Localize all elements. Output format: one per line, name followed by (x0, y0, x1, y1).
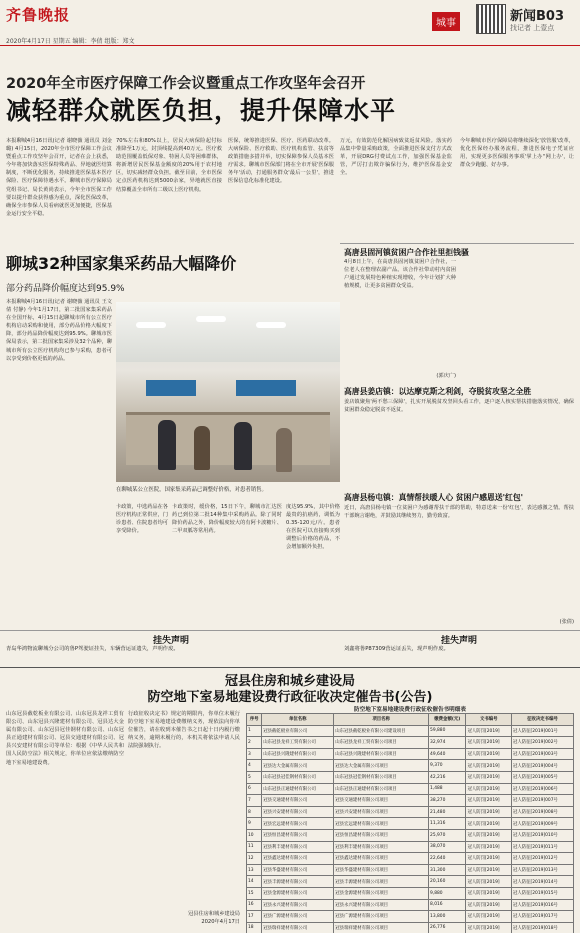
table-cell: 7 (247, 795, 262, 807)
lead-col-4: 万元，有效防范化解因病致贫返贫风险。落实药品集中带量采购政策，全面推进医保支付方式改革，开展DRG付费试点工作，加强医保基金监管，严厉打击欺诈骗保行为，维护医保基金安全。 (340, 138, 452, 177)
drugs-col-3: 卡政策时，缓价格，15日下午，聊城市汇达医药已到位第二批14种集中采购药品。除了同时降价药品之外，降价幅度较大的有阿卡波糖片、二甲双胍等常用药。 (172, 504, 282, 535)
table-cell: 冠人防罚[2019] (466, 806, 511, 818)
lead-col-3: 医保，统筹推进医保、医疗、医药联动改革。大病保险、医疗救助、医疗机构监管、扶贫等政策措施多措并举，切实保障参保人员基本医疗需求。聊城市医保部门将在全市开展'医保服务年'活动，打通服务群众'最后一公里'，推进医保信息化标准化建设。 (228, 138, 334, 185)
table-cell: 冠人防征[2019]010号 (511, 829, 573, 841)
table-cell: 冠人防罚[2019] (466, 887, 511, 899)
table-cell: 冠人防罚[2019] (466, 899, 511, 911)
announcement-sign: 冠县住房和城乡建设局 (188, 911, 240, 917)
table-cell: 山东冠县兴隆建材有限公司 (262, 748, 334, 760)
table-cell: 31,300 (429, 864, 466, 876)
table-row (247, 853, 574, 865)
table-cell: 冠县截乾板业有限公司 (262, 725, 334, 737)
levy-table (246, 713, 574, 933)
table-cell: 3 (247, 748, 262, 760)
table-row (247, 725, 574, 737)
table-cell: 1 (247, 725, 262, 737)
table-cell: 冠县鑫达建材有限公司 (262, 853, 334, 865)
table-cell: 冠县交通建材有限公司项目 (334, 795, 429, 807)
table-cell: 冠人防罚[2019] (466, 737, 511, 749)
table-cell: 冠人防征[2019]004号 (511, 760, 573, 772)
side-story-1-author: (郭庆广) (436, 373, 456, 379)
table-cell: 山东冠县兴隆建材有限公司项目 (334, 748, 429, 760)
announcement-title-1: 冠县住房和城乡建设局 (224, 674, 355, 689)
table-row (247, 876, 574, 888)
photo-counter (126, 412, 330, 465)
table-cell: 9,370 (429, 760, 466, 772)
table-title: 防空地下室易地建设费行政征收催告书明细表 (354, 707, 466, 713)
table-cell: 42,216 (429, 771, 466, 783)
photo-light (136, 322, 166, 328)
table-cell: 冠县华盛建材有限公司项目 (334, 864, 429, 876)
table-row (247, 829, 574, 841)
table-cell: 32,974 (429, 737, 466, 749)
photo-ceiling (116, 302, 340, 362)
lead-col-5: 今年聊城市医疗保障局将继续深化'放管服'改革，优化医保经办服务流程，推进医保电子凭证应用，实现更多医保服务事项'掌上办''网上办'，让群众少跑腿、好办事。 (460, 138, 574, 169)
table-cell: 38,070 (429, 841, 466, 853)
table-cell: 冠县利丰建材有限公司项目 (334, 841, 429, 853)
table-cell: 14 (247, 876, 262, 888)
table-row (247, 748, 574, 760)
pharmacy-photo (116, 302, 340, 482)
table-cell: 冠人防征[2019]001号 (511, 725, 573, 737)
table-row (247, 771, 574, 783)
table-cell: 6 (247, 783, 262, 795)
table-header-row (247, 714, 574, 726)
table-cell: 冠县华盛建材有限公司 (262, 864, 334, 876)
table-cell: 22,640 (429, 853, 466, 865)
table-cell: 山东冠县冠佳钢材有限公司项目 (334, 771, 429, 783)
table-cell: 山东冠县正通建材有限公司项目 (334, 783, 429, 795)
notice-rule (0, 630, 580, 631)
table-cell: 山东冠县截乾板业有限公司建设项目 (334, 725, 429, 737)
table-cell: 冠人防征[2019]016号 (511, 899, 573, 911)
table-cell: 冠人防征[2019]011号 (511, 841, 573, 853)
table-cell: 冠县金源建材有限公司 (262, 887, 334, 899)
table-cell: 17 (247, 911, 262, 923)
table-cell: 冠县鑫达建材有限公司项目 (334, 853, 429, 865)
table-cell: 冠县达大金属有限公司 (262, 760, 334, 772)
table-row (247, 806, 574, 818)
side-story-3-title: 高唐县杨屯镇：真情帮扶暖人心 贫困户感恩送'红包' (344, 493, 524, 502)
table-cell: 冠县永兴建材有限公司 (262, 899, 334, 911)
table-row (247, 818, 574, 830)
newspaper-logo: 齐鲁晚报 (6, 6, 71, 24)
table-cell: 5 (247, 771, 262, 783)
side-story-2-title: 高唐县姜店镇：以达摩克斯之利剑，夺脱贫攻坚之全胜 (344, 387, 532, 396)
table-row (247, 841, 574, 853)
table-row (247, 795, 574, 807)
photo-light (196, 316, 226, 322)
photo-light (256, 322, 286, 328)
table-row (247, 887, 574, 899)
table-cell: 11,316 (429, 818, 466, 830)
side-story-3-author: (张倩) (559, 619, 574, 625)
table-cell: 冠人防罚[2019] (466, 760, 511, 772)
table-cell: 10 (247, 829, 262, 841)
photo-person (194, 426, 210, 470)
table-cell: 4 (247, 760, 262, 772)
table-cell: 冠人防征[2019]014号 (511, 876, 573, 888)
table-cell: 冠人防征[2019]005号 (511, 771, 573, 783)
table-cell: 冠人防罚[2019] (466, 911, 511, 923)
table-cell: 冠县利丰建材有限公司 (262, 841, 334, 853)
table-cell: 冠县丰源建材有限公司项目 (334, 876, 429, 888)
table-cell: 山东冠县正通建材有限公司 (262, 783, 334, 795)
table-cell: 冠人防征[2019]006号 (511, 783, 573, 795)
table-cell: 8,016 (429, 899, 466, 911)
table-cell: 冠人防征[2019]017号 (511, 911, 573, 923)
side-story-1-title: 高唐县固河镇贫困户合作社里拒钱骚 (344, 248, 469, 257)
table-cell: 冠人防罚[2019] (466, 818, 511, 830)
table-cell: 冠人防征[2019]009号 (511, 818, 573, 830)
table-cell: 冠人防罚[2019] (466, 864, 511, 876)
table-row (247, 899, 574, 911)
announcement-date: 2020年4月17日 (201, 919, 240, 925)
table-cell: 冠人防征[2019]003号 (511, 748, 573, 760)
announcement-col-2: 行政征收决定书》规定的期限内，你单位未履行防空地下室易地建设费缴纳义务，现依法向你单位催告，请在收到本催告书之日起十日内履行缴纳义务，逾期未履行的，本机关将依法申请人民法院强制执行。 (128, 711, 240, 750)
table-header-cell: 单位名称 (262, 714, 334, 726)
table-cell: 冠县恒昌建材有限公司 (262, 829, 334, 841)
lead-kicker: 2020年全市医疗保障工作会议暨重点工作攻坚年会召开 (6, 76, 366, 92)
table-cell: 21,480 (429, 806, 466, 818)
side-story-3-text: 近日，高唐县杨屯镇一位贫困户为感谢帮扶干部的帮助，特意送来一份'红包'，表达感激之情。帮扶干部婉言谢绝，并鼓励其继续努力，勤劳致富。 (344, 505, 574, 520)
drugs-headline: 聊城32种国家集采药品大幅降价 (6, 254, 237, 273)
table-cell: 13,800 (429, 911, 466, 923)
photo-screen (236, 380, 296, 396)
section-tag: 城事 (432, 12, 460, 31)
announcement-title-2: 防空地下室易地建设费行政征收决定催告书(公告) (147, 690, 433, 705)
table-cell: 冠人防罚[2019] (466, 876, 511, 888)
table-cell: 59,880 (429, 725, 466, 737)
table-cell: 9,880 (429, 887, 466, 899)
table-cell: 冠人防罚[2019] (466, 725, 511, 737)
table-header-cell: 缴费金额(元) (429, 714, 466, 726)
table-cell: 49,640 (429, 748, 466, 760)
lead-col-2: 70%左右和80%以上，居民大病保险起付标准降至1万元，封顶线提高到40万元。医疗救助范围覆盖低保对象、特困人员等困难群体，将新增居民医保基金额度的20%用于农村地区，切实减轻群众负担。截至目前，全市医保定点医药机构达到5000余家，异地就医直接结算覆盖全市所有二级以上医疗机构。 (116, 138, 222, 193)
table-cell: 冠人防征[2019]012号 (511, 853, 573, 865)
table-cell: 20,160 (429, 876, 466, 888)
table-row (247, 864, 574, 876)
masthead (0, 0, 580, 36)
photo-screen (146, 380, 196, 396)
table-cell: 16 (247, 899, 262, 911)
table-cell: 山东冠县龙祥工贸有限公司项目 (334, 737, 429, 749)
table-body (247, 725, 574, 933)
lead-col-1: 本报聊城4月16日讯(记者 谢晓薇 通讯员 刘金璐) 4月15日，2020年全市医疗保障工作会议暨重点工作攻坚年会召开，记者在会上获悉，今年将加快落实医保特殊药品、异地就医结算制度，不断优化服务，持续推进医保基本医疗保险、医疗保障待遇水平。聊城市医疗保障局党组书记、局长黄尚表示，今年全市医保工作要以提升群众获得感为重点，深化医保改革，确保全市参保人员看病就医更加便捷，医保基金运行安全平稳。 (6, 138, 112, 217)
table-header-cell: 文书编号 (466, 714, 511, 726)
table-cell: 山东冠县冠佳钢材有限公司 (262, 771, 334, 783)
table-cell: 冠人防征[2019]008号 (511, 806, 573, 818)
side-story-1-text: 4月8日上午，在高唐县固河镇贫困户合作社，一位老人在整理农副产品。该合作社带动村内贫困户通过发展特色种植实现增收，今年计划扩大种植规模，让更多贫困群众受益。 (344, 259, 456, 290)
table-header-cell: 项目名称 (334, 714, 429, 726)
table-row (247, 783, 574, 795)
dateline: 2020年4月17日 星期五 编辑：李倩 组版：郑文 (6, 38, 135, 45)
drugs-col-1: 本报聊城4月16日讯(记者 谢晓薇 通讯员 王文倩 付静) 今年1月17日，第二批国家集采药品在全国开标，4月15日起聊城市所有公立医疗机构启动采购和使用，部分药品价格大幅度下降，部分药品降价幅度达到95.9%。聊城市医保局表示，第二批国家集采涉及32个品种，聊城市所有公立医疗机构均已参与采购，患者可以享受到价格更低的药品。 (6, 299, 112, 362)
table-cell: 8 (247, 806, 262, 818)
table-cell: 冠人防罚[2019] (466, 783, 511, 795)
table-cell: 冠县金源建材有限公司项目 (334, 887, 429, 899)
table-cell: 冠县达大金属有限公司项目 (334, 760, 429, 772)
lead-headline: 减轻群众就医负担，提升保障水平 (6, 96, 397, 125)
masthead-rule (0, 45, 580, 46)
table-header-cell: 征收决定书编号 (511, 714, 573, 726)
table-row (247, 911, 574, 923)
table-cell: 25,970 (429, 829, 466, 841)
table-row (247, 737, 574, 749)
table-cell: 18 (247, 922, 262, 933)
table-cell: 冠县丰源建材有限公司 (262, 876, 334, 888)
table-cell: 冠县瑞祥建材有限公司项目 (334, 922, 429, 933)
table-row (247, 760, 574, 772)
table-cell: 冠县宏远建材有限公司 (262, 818, 334, 830)
table-cell: 冠人防征[2019]002号 (511, 737, 573, 749)
table-cell: 冠人防罚[2019] (466, 748, 511, 760)
page-subtitle: 找记者 上壹点 (510, 24, 555, 32)
drugs-col-4: 度达95.9%，其中价格最贵的抗癌药，调低为0.35-120元/片。患者在医院可以直接购买到调整后价格的药品，不会增加额外负担。 (286, 504, 340, 551)
table-cell: 冠人防罚[2019] (466, 771, 511, 783)
notice-1-text: 青岛华鸿物流聊城分公司的鲁P驾驶证挂失，车辆营运证遗失，声明作废。 (6, 646, 179, 652)
photo-person (276, 428, 292, 472)
table-cell: 冠人防征[2019]013号 (511, 864, 573, 876)
table-cell: 冠人防罚[2019] (466, 829, 511, 841)
table-cell: 冠人防征[2019]015号 (511, 887, 573, 899)
table-cell: 冠县兴安建材有限公司项目 (334, 806, 429, 818)
table-cell: 冠县宏远建材有限公司项目 (334, 818, 429, 830)
notice-2-text: 刘鑫将鲁P87309营运证丢失，现声明作废。 (344, 646, 449, 652)
table-cell: 38,270 (429, 795, 466, 807)
side-story-2-text: 姜店镇聚焦'两不愁三保障'，扎实开展脱贫攻坚回头看工作，逐户逐人核实帮扶措施落实情况，确保贫困群众稳定脱贫不返贫。 (344, 399, 574, 414)
table-cell: 冠县永兴建材有限公司项目 (334, 899, 429, 911)
table-cell: 山东冠县龙祥工贸有限公司 (262, 737, 334, 749)
notice-2-title: 挂失声明 (440, 636, 477, 646)
table-cell: 12 (247, 853, 262, 865)
announcement-col-1: 山东冠县截乾板业有限公司、山东冠县龙祥工贸有限公司、山东冠县兴隆建材有限公司、冠县达大金属有限公司、山东冠县冠佳钢材有限公司、山东冠县正通建材有限公司、冠县交通建材有限公司、冠县兴安建材有限公司等单位：根据《中华人民共和国人民防空法》相关规定，你单位应依法缴纳防空地下室易地建设费。 (6, 711, 124, 766)
table-header-cell: 序号 (247, 714, 262, 726)
table-cell: 冠人防征[2019]007号 (511, 795, 573, 807)
photo-person (158, 420, 176, 470)
table-cell: 冠县恒昌建材有限公司项目 (334, 829, 429, 841)
table-cell: 冠人防罚[2019] (466, 922, 511, 933)
table-cell: 冠县广源建材有限公司 (262, 911, 334, 923)
table-cell: 冠人防征[2019]018号 (511, 922, 573, 933)
announcement-rule (0, 667, 580, 668)
table-cell: 26,776 (429, 922, 466, 933)
side-rule (340, 243, 574, 244)
photo-person (234, 422, 252, 470)
table-cell: 15 (247, 887, 262, 899)
table-cell: 冠人防罚[2019] (466, 853, 511, 865)
table-cell: 2 (247, 737, 262, 749)
table-cell: 冠县广源建材有限公司项目 (334, 911, 429, 923)
table-cell: 冠县交通建材有限公司 (262, 795, 334, 807)
page-title: 新闻B03 (510, 9, 564, 24)
table-cell: 13 (247, 864, 262, 876)
table-cell: 9 (247, 818, 262, 830)
notice-1-title: 挂失声明 (152, 636, 189, 646)
table-cell: 1,488 (429, 783, 466, 795)
table-cell: 冠县兴安建材有限公司 (262, 806, 334, 818)
table-cell: 冠人防罚[2019] (466, 841, 511, 853)
drugs-subheadline: 部分药品降价幅度达到95.9% (6, 284, 125, 294)
table-cell: 11 (247, 841, 262, 853)
photo-caption: 在聊城某公立医院，国家集采药品已调整好价格，对患者销售。 (116, 487, 267, 493)
drugs-col-2: 卡政策，中选药品在各医疗机构正常供应，门诊患者、住院患者均可享受降价。 (116, 504, 168, 535)
qr-code-icon (476, 4, 506, 34)
table-cell: 冠人防罚[2019] (466, 795, 511, 807)
table-row (247, 922, 574, 933)
table-cell: 冠县瑞祥建材有限公司 (262, 922, 334, 933)
